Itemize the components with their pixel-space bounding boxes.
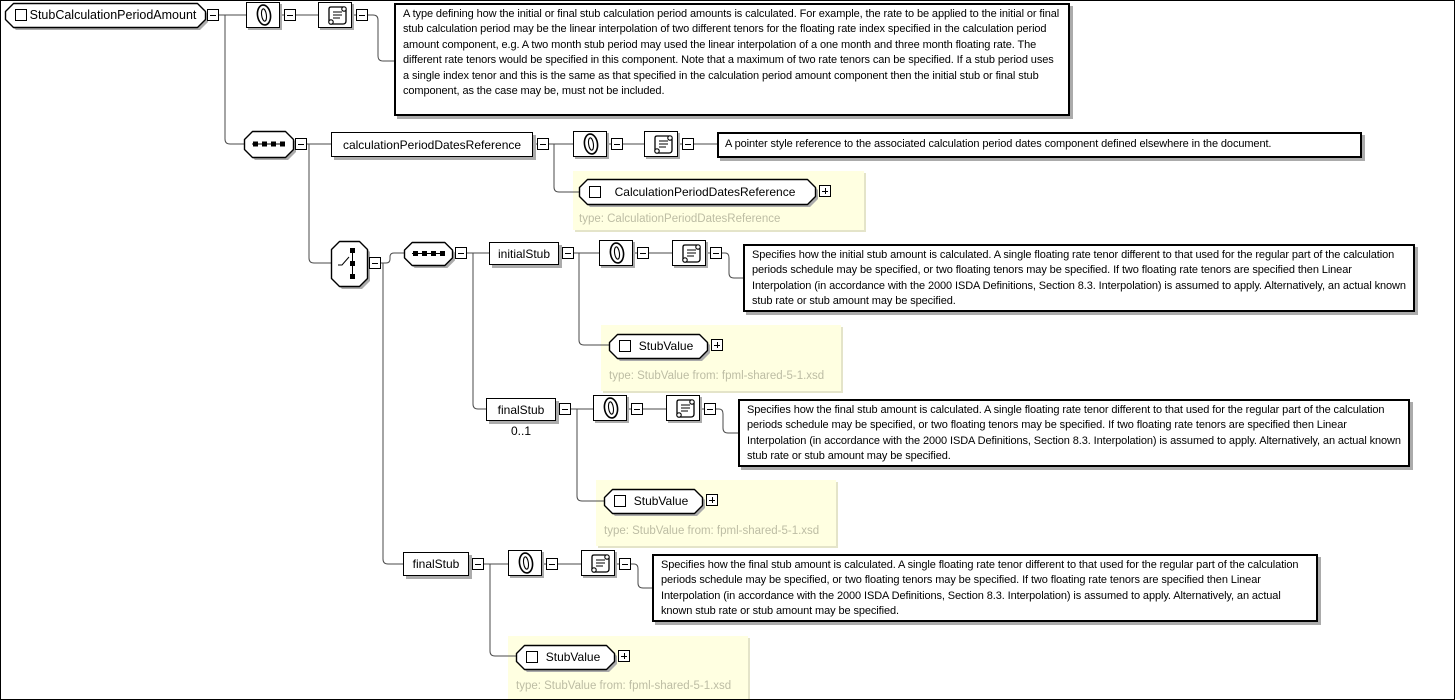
- annotation-box-final-stub-optional[interactable]: [666, 395, 700, 421]
- element-square-icon: [526, 651, 538, 663]
- minus-toggle-final-stub-attributes[interactable]: [546, 558, 558, 570]
- minus-toggle-final-stub-annotation[interactable]: [619, 558, 631, 570]
- attributes-box-final-stub[interactable]: [508, 550, 542, 576]
- annotation-box-root[interactable]: [318, 2, 352, 28]
- type-caption: type: StubValue from: fpml-shared-5-1.xsd: [604, 525, 820, 537]
- doc-initial-stub: Specifies how the initial stub amount is calculated. A single floating rate tenor different to that used for the regular part of the calculation periods schedule may be specified, or two floating tenors may be specified. If two floating rate tenors are specified then Linear Interpolation (in accordance with the 2000 ISDA Definitions, Section 8.3. Interpolation) is assumed to apply. Alternatively, an actual known stub rate or stub amount may be specified.: [743, 244, 1415, 312]
- minus-toggle-sequence-2[interactable]: [455, 247, 467, 259]
- sequence-icon: [244, 131, 293, 157]
- doc-final-stub-optional: Specifies how the final stub amount is calculated. A single floating rate tenor different to that used for the regular part of the calculation periods schedule may be specified, or two floating tenors may be specified. If two floating rate tenors are specified then Linear Interpolation (in accordance with the 2000 ISDA Definitions, Section 8.3. Interpolation) is assumed to apply. Alternatively, an actual known stub rate or stub amount may be specified.: [738, 399, 1410, 467]
- plus-toggle-calc-ref-type[interactable]: [819, 185, 831, 197]
- element-square-icon: [619, 340, 631, 352]
- cardinality-label: 0..1: [510, 424, 531, 438]
- annotation-box-calc-ref[interactable]: [644, 131, 678, 157]
- attributes-box-initial-stub[interactable]: [599, 240, 633, 266]
- choice-icon: [331, 241, 367, 286]
- attributes-box-calc-ref[interactable]: [573, 131, 607, 157]
- type-node-label: StubValue: [633, 494, 689, 508]
- element-square-icon: [614, 495, 626, 507]
- type-node-label: StubValue: [545, 650, 601, 664]
- minus-toggle-initial-stub-annotation[interactable]: [710, 247, 722, 259]
- plus-toggle-stub-value-1[interactable]: [711, 339, 723, 351]
- minus-toggle-calc-ref[interactable]: [537, 138, 549, 150]
- choice-indicator[interactable]: [331, 241, 367, 286]
- paperclip-icon: [594, 395, 626, 421]
- doc-root: A type defining how the initial or final stub calculation period amounts is calculated. For example, the rate to be applied to the initial or final stub calculation period may be the linear interpolation of two different tenors for the floating rate index specified in the calculation period amount component, e.g. A two month stub period may used the linear interpolation of a one month and three month floating rate. The different rate tenors would be specified in this component. Note that a maximum of two rate tenors can be specified. If a stub period uses a single index tenor and this is the same as that specified in the calculation period amount component then the initial stub or final stub component, as the case may be, must not be included.: [394, 3, 1070, 116]
- minus-toggle-choice[interactable]: [369, 257, 381, 269]
- type-caption: type: StubValue from: fpml-shared-5-1.xsd: [516, 680, 732, 692]
- plus-toggle-stub-value-3[interactable]: [618, 650, 630, 662]
- annotation-icon: [582, 550, 614, 576]
- minus-toggle-root[interactable]: [207, 9, 219, 21]
- doc-final-stub: Specifies how the final stub amount is calculated. A single floating rate tenor different to that used for the regular part of the calculation periods schedule may be specified, or two floating tenors may be specified. If two floating rate tenors are specified then Linear Interpolation (in accordance with the 2000 ISDA Definitions, Section 8.3. Interpolation) is assumed to apply. Alternatively, an actual known stub rate or stub amount may be specified.: [652, 554, 1318, 622]
- element-final-stub[interactable]: finalStub: [403, 552, 469, 576]
- sequence-icon: [404, 242, 452, 265]
- element-square-icon: [15, 9, 27, 21]
- plus-toggle-stub-value-2[interactable]: [706, 494, 718, 506]
- minus-toggle-root-annotation[interactable]: [356, 9, 368, 21]
- annotation-box-final-stub[interactable]: [581, 550, 615, 576]
- element-initial-stub[interactable]: initialStub: [489, 242, 559, 265]
- type-node-label: StubValue: [638, 339, 694, 353]
- minus-toggle-calc-ref-attributes[interactable]: [611, 138, 623, 150]
- annotation-box-initial-stub[interactable]: [672, 240, 706, 266]
- paperclip-icon: [574, 131, 606, 157]
- root-type-label: StubCalculationPeriodAmount: [29, 8, 197, 22]
- annotation-icon: [673, 240, 705, 266]
- type-node-calculation-period-dates-reference[interactable]: [579, 179, 815, 204]
- attributes-box-final-stub-optional[interactable]: [593, 395, 627, 421]
- element-square-icon: [589, 186, 601, 198]
- element-final-stub-optional[interactable]: finalStub: [486, 398, 556, 421]
- minus-toggle-final-stub[interactable]: [472, 558, 484, 570]
- annotation-icon: [667, 395, 699, 421]
- attributes-box-root[interactable]: [246, 2, 280, 28]
- minus-toggle-final-stub-optional-attributes[interactable]: [631, 403, 643, 415]
- paperclip-icon: [509, 550, 541, 576]
- minus-toggle-final-stub-optional-annotation[interactable]: [704, 403, 716, 415]
- minus-toggle-initial-stub[interactable]: [562, 247, 574, 259]
- annotation-icon: [645, 131, 677, 157]
- paperclip-icon: [247, 2, 279, 28]
- minus-toggle-final-stub-optional[interactable]: [559, 403, 571, 415]
- element-calculation-period-dates-reference[interactable]: calculationPeriodDatesReference: [331, 132, 533, 157]
- type-caption: type: StubValue from: fpml-shared-5-1.xsd: [609, 370, 825, 382]
- sequence-indicator-1[interactable]: [244, 131, 293, 157]
- minus-toggle-calc-ref-annotation[interactable]: [682, 138, 694, 150]
- sequence-indicator-2[interactable]: [404, 242, 452, 265]
- type-node-stub-value-3[interactable]: [516, 645, 614, 669]
- minus-toggle-root-attributes[interactable]: [284, 9, 296, 21]
- type-node-label: CalculationPeriodDatesReference: [614, 184, 796, 199]
- type-node-stub-value-1[interactable]: [609, 334, 707, 358]
- minus-toggle-initial-stub-attributes[interactable]: [637, 247, 649, 259]
- paperclip-icon: [600, 240, 632, 266]
- root-type-node[interactable]: [5, 3, 205, 27]
- doc-calc-ref: A pointer style reference to the associated calculation period dates component defined elsewhere in the document.: [717, 132, 1362, 158]
- type-node-stub-value-2[interactable]: [604, 489, 702, 513]
- annotation-icon: [319, 2, 351, 28]
- type-caption: type: CalculationPeriodDatesReference: [579, 213, 781, 225]
- minus-toggle-sequence-1[interactable]: [295, 138, 307, 150]
